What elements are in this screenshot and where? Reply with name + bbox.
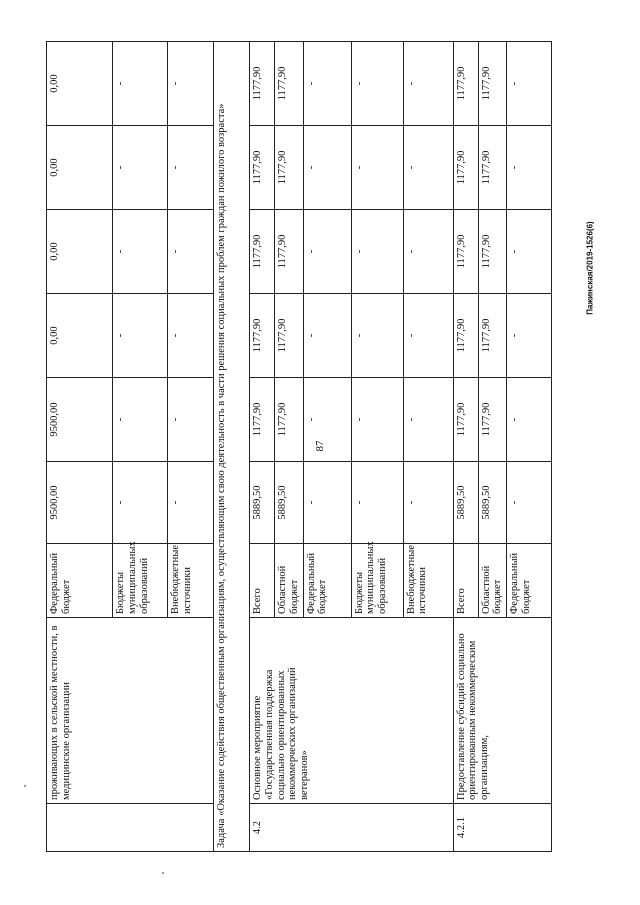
funding-source: Бюджеты муниципальных образований bbox=[113, 544, 168, 618]
funding-value: - bbox=[303, 42, 351, 126]
funding-value: - bbox=[303, 462, 351, 544]
funding-value: - bbox=[168, 126, 214, 210]
funding-value: 9500,00 bbox=[47, 378, 113, 462]
table-row bbox=[453, 42, 478, 852]
funding-value: - bbox=[303, 210, 351, 294]
funding-value: - bbox=[351, 42, 403, 126]
funding-value: - bbox=[168, 462, 214, 544]
funding-value: - bbox=[507, 462, 552, 544]
funding-source: Федеральный бюджет bbox=[47, 544, 113, 618]
funding-value: 5889,50 bbox=[453, 462, 478, 544]
funding-value: 1177,90 bbox=[250, 126, 275, 210]
funding-value: - bbox=[351, 378, 403, 462]
funding-value: - bbox=[168, 294, 214, 378]
funding-source: Внебюджетные источники bbox=[403, 544, 453, 618]
funding-value: 0,00 bbox=[47, 42, 113, 126]
page-number: 87 bbox=[314, 440, 326, 452]
funding-value: 1177,90 bbox=[275, 126, 304, 210]
funding-value: - bbox=[403, 378, 453, 462]
scan-speck bbox=[24, 785, 26, 787]
funding-source: Внебюджетные источники bbox=[168, 544, 214, 618]
table-row bbox=[250, 42, 275, 852]
funding-source: Областной бюджет bbox=[275, 544, 304, 618]
funding-value: - bbox=[168, 210, 214, 294]
funding-value: 0,00 bbox=[47, 210, 113, 294]
funding-value: - bbox=[351, 294, 403, 378]
funding-value: - bbox=[403, 126, 453, 210]
funding-value: 0,00 bbox=[47, 294, 113, 378]
funding-value: - bbox=[113, 210, 168, 294]
funding-value: - bbox=[403, 462, 453, 544]
funding-source: Всего bbox=[453, 544, 478, 618]
funding-value: - bbox=[507, 42, 552, 126]
funding-value: 1177,90 bbox=[275, 210, 304, 294]
funding-value: - bbox=[351, 462, 403, 544]
funding-value: - bbox=[403, 210, 453, 294]
funding-value: - bbox=[507, 294, 552, 378]
funding-value: 1177,90 bbox=[453, 294, 478, 378]
funding-source: Бюджеты муниципальных образований bbox=[351, 544, 403, 618]
funding-value: - bbox=[113, 462, 168, 544]
funding-value: - bbox=[507, 378, 552, 462]
funding-value: - bbox=[507, 126, 552, 210]
funding-value: 1177,90 bbox=[250, 42, 275, 126]
funding-value: 1177,90 bbox=[275, 294, 304, 378]
funding-source: Федеральный бюджет bbox=[303, 544, 351, 618]
funding-value: 1177,90 bbox=[453, 42, 478, 126]
funding-value: 1177,90 bbox=[453, 126, 478, 210]
task-row bbox=[214, 42, 250, 852]
funding-value: 1177,90 bbox=[478, 378, 507, 462]
funding-value: 9500,00 bbox=[47, 462, 113, 544]
funding-value: 1177,90 bbox=[478, 42, 507, 126]
item-name: Основное мероприятие «Государственная поддержка социально ориентированных некоммерческих организаций ветеранов» bbox=[250, 618, 454, 804]
funding-value: 1177,90 bbox=[478, 294, 507, 378]
funding-value: 5889,50 bbox=[275, 462, 304, 544]
funding-value: - bbox=[351, 210, 403, 294]
funding-value: 1177,90 bbox=[275, 42, 304, 126]
funding-value: 1177,90 bbox=[453, 378, 478, 462]
task-text: Задача «Оказание содействия общественным организациям, осуществляющим свою деятельность в части решения социальных проблем граждан пожилого возраста» bbox=[214, 42, 250, 852]
funding-value: - bbox=[303, 126, 351, 210]
table-row bbox=[47, 42, 113, 852]
funding-value: - bbox=[351, 126, 403, 210]
item-number: 4.2 bbox=[250, 804, 454, 852]
budget-table bbox=[46, 41, 552, 852]
funding-value: - bbox=[303, 378, 351, 462]
funding-value: 1177,90 bbox=[478, 126, 507, 210]
funding-value: - bbox=[403, 42, 453, 126]
funding-value: 1177,90 bbox=[275, 378, 304, 462]
funding-source: Федеральный бюджет bbox=[507, 544, 552, 618]
funding-source: Областной бюджет bbox=[478, 544, 507, 618]
funding-value: - bbox=[168, 42, 214, 126]
funding-value: - bbox=[113, 294, 168, 378]
funding-value: - bbox=[113, 126, 168, 210]
item-number: 4.2.1 bbox=[453, 804, 552, 852]
document-stamp: Пажинская/2019-1526(6) bbox=[585, 221, 595, 315]
funding-value: - bbox=[403, 294, 453, 378]
scan-speck bbox=[162, 872, 164, 874]
funding-value: - bbox=[303, 294, 351, 378]
funding-value: - bbox=[113, 378, 168, 462]
item-name: Предоставление субсидий социально ориентированным некоммерческим организациям, bbox=[453, 618, 552, 804]
funding-value: 0,00 bbox=[47, 126, 113, 210]
funding-value: 1177,90 bbox=[453, 210, 478, 294]
funding-source: Всего bbox=[250, 544, 275, 618]
funding-value: - bbox=[168, 378, 214, 462]
item-number bbox=[47, 804, 214, 852]
budget-table-landscape bbox=[46, 42, 532, 852]
funding-value: 1177,90 bbox=[250, 210, 275, 294]
funding-value: 1177,90 bbox=[478, 210, 507, 294]
table-body bbox=[47, 42, 552, 852]
funding-value: - bbox=[507, 210, 552, 294]
funding-value: 1177,90 bbox=[250, 294, 275, 378]
funding-value: - bbox=[113, 42, 168, 126]
funding-value: 5889,50 bbox=[250, 462, 275, 544]
funding-value: 1177,90 bbox=[250, 378, 275, 462]
funding-value: 5889,50 bbox=[478, 462, 507, 544]
item-name: проживающих в сельской местности, в медицинские организации bbox=[47, 618, 214, 804]
